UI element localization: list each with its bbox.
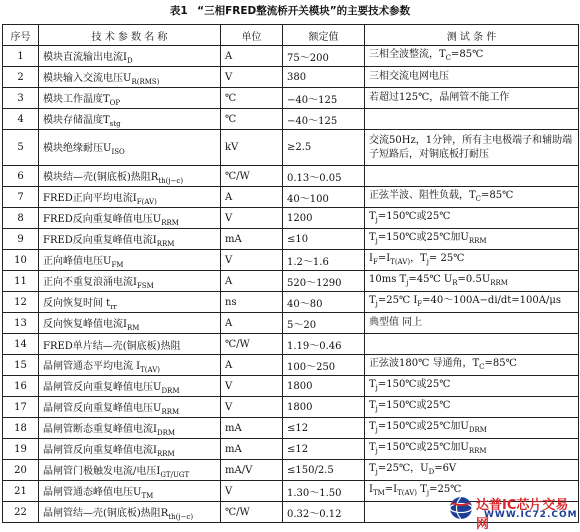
row-test-condition: $T_j=150℃$或25℃加$U_{RRM}$	[365, 439, 579, 460]
row-parameter: FRED反向重复峰值电压$U_{RRM}$	[39, 208, 221, 229]
row-unit: ℃/W	[221, 502, 283, 523]
row-rated-value: 0.32～0.12	[283, 502, 365, 523]
row-unit: ℃	[221, 88, 283, 109]
table-row	[3, 229, 579, 250]
table-row	[3, 67, 579, 88]
row-unit: kV	[221, 130, 283, 166]
row-rated-value: ≤10	[283, 229, 365, 250]
row-test-condition: $T_j=150℃$或25℃加$U_{RRM}$	[365, 229, 579, 250]
row-parameter: 晶闸管反向重复峰值电流$I_{RRM}$	[39, 439, 221, 460]
globe-icon	[448, 495, 474, 521]
row-unit: V	[221, 250, 283, 271]
row-parameter: 晶闸管通态平均电流 $I_{T(AV)}$	[39, 355, 221, 376]
row-unit: mA	[221, 439, 283, 460]
row-test-condition: 交流50Hz，1分钟，所有主电极端子和辅助端子短路后，对铜底板打耐压	[365, 130, 579, 166]
row-rated-value: −40～125	[283, 109, 365, 130]
table-row	[3, 46, 579, 67]
row-parameter: 反向恢复峰值电流$I_{RM}$	[39, 313, 221, 334]
table-row	[3, 313, 579, 334]
row-index: 21	[3, 481, 39, 502]
row-test-condition: $I_F=I_{T(AV)}$，$T_j=$ 25℃	[365, 250, 579, 271]
row-index: 7	[3, 187, 39, 208]
row-rated-value: 75～200	[283, 46, 365, 67]
row-unit: V	[221, 481, 283, 502]
caption-title: “三相FRED整流桥开关模块”的主要技术参数	[197, 5, 411, 17]
row-unit: ℃	[221, 109, 283, 130]
row-parameter: FRED正向平均电流$I_{F(AV)}$	[39, 187, 221, 208]
row-unit: ℃/W	[221, 334, 283, 355]
row-index: 18	[3, 418, 39, 439]
row-unit: V	[221, 67, 283, 88]
row-index: 14	[3, 334, 39, 355]
row-test-condition: $T_j=150℃$或25℃加$U_{DRM}$	[365, 418, 579, 439]
table-row	[3, 292, 579, 313]
row-unit: A	[221, 46, 283, 67]
row-rated-value: 1800	[283, 397, 365, 418]
row-rated-value: 40～80	[283, 292, 365, 313]
row-parameter: 正向不重复浪涌电流$I_{FSM}$	[39, 271, 221, 292]
row-parameter: 晶闸管结—壳(铜底板)热阻$R_{th(j-c)}$	[39, 502, 221, 523]
row-unit: A	[221, 271, 283, 292]
row-rated-value: 5～20	[283, 313, 365, 334]
row-parameter: 模块存储温度$T_{stg}$	[39, 109, 221, 130]
row-unit: V	[221, 208, 283, 229]
row-test-condition: $T_j=150℃$或25℃	[365, 397, 579, 418]
row-index: 15	[3, 355, 39, 376]
row-unit: mA/V	[221, 460, 283, 481]
caption-label: 表1	[169, 5, 188, 17]
row-parameter: 正向峰值电压$U_{FM}$	[39, 250, 221, 271]
table-row	[3, 208, 579, 229]
table-row	[3, 355, 579, 376]
row-parameter: 晶闸管反向重复峰值电压$U_{DRM}$	[39, 376, 221, 397]
header-test-condition: 测 试 条 件	[365, 25, 579, 46]
header-parameter: 技 术 参 数 名 称	[39, 25, 221, 46]
row-index: 20	[3, 460, 39, 481]
row-unit: mA	[221, 418, 283, 439]
row-test-condition: $I_{TM}=I_{T(AV)}$ $T_j=25℃$	[365, 481, 579, 502]
row-parameter: FRED反向重复峰值电流$I_{RRM}$	[39, 229, 221, 250]
row-index: 5	[3, 130, 39, 166]
row-index: 11	[3, 271, 39, 292]
table-row	[3, 439, 579, 460]
spec-table	[2, 24, 579, 523]
table-row	[3, 109, 579, 130]
row-parameter: 晶闸管反向重复峰值电压$U_{RRM}$	[39, 397, 221, 418]
header-rated-value: 额定值	[283, 25, 365, 46]
row-unit: ns	[221, 292, 283, 313]
row-index: 16	[3, 376, 39, 397]
row-rated-value: 1200	[283, 208, 365, 229]
table-row	[3, 88, 579, 109]
watermark-logo	[448, 493, 578, 532]
table-row	[3, 130, 579, 166]
row-parameter: 反向恢复时间 $t_{rr}$	[39, 292, 221, 313]
row-test-condition: $T_j=25℃$，$U_D=6V$	[365, 460, 579, 481]
row-test-condition: 三相交流电网电压	[365, 67, 579, 88]
row-rated-value: ≤12	[283, 418, 365, 439]
row-rated-value: ≤12	[283, 439, 365, 460]
row-test-condition	[365, 109, 579, 130]
row-test-condition: 若超过125℃，晶闸管不能工作	[365, 88, 579, 109]
row-parameter: FRED单片结—壳(铜底板)热阻	[39, 334, 221, 355]
row-rated-value: 1.30～1.50	[283, 481, 365, 502]
row-parameter: 晶闸管门极触发电流/电压$I_{GT/UGT}$	[39, 460, 221, 481]
table-row	[3, 250, 579, 271]
row-index: 1	[3, 46, 39, 67]
watermark-url: WWW.IC72.COM	[484, 510, 578, 520]
row-parameter: 模块输入交流电压$U_{R(RMS)}$	[39, 67, 221, 88]
watermark-brand: 达普IC芯片交易网	[476, 498, 569, 532]
row-unit: V	[221, 376, 283, 397]
table-caption	[0, 0, 580, 22]
row-parameter: 模块结—壳(铜底板)热阻$R_{th(j-c)}$	[39, 166, 221, 187]
row-parameter: 晶闸管断态重复峰值电流$I_{DRM}$	[39, 418, 221, 439]
row-rated-value: 520～1290	[283, 271, 365, 292]
row-index: 12	[3, 292, 39, 313]
row-index: 4	[3, 109, 39, 130]
row-test-condition: $T_j=150℃$或25℃	[365, 376, 579, 397]
table-row	[3, 187, 579, 208]
row-unit: A	[221, 187, 283, 208]
row-index: 3	[3, 88, 39, 109]
row-rated-value: ≥2.5	[283, 130, 365, 166]
row-index: 10	[3, 250, 39, 271]
row-parameter: 模块工作温度$T_{OP}$	[39, 88, 221, 109]
row-test-condition: $T_j=25℃$ $I_F=40\sim 100A-di/dt=100A/\mu s$	[365, 292, 579, 313]
row-unit: V	[221, 397, 283, 418]
row-test-condition: 典型值 同上	[365, 313, 579, 334]
table-row	[3, 418, 579, 439]
row-index: 9	[3, 229, 39, 250]
row-index: 2	[3, 67, 39, 88]
row-rated-value: 0.13～0.05	[283, 166, 365, 187]
table-row	[3, 166, 579, 187]
row-index: 17	[3, 397, 39, 418]
row-index: 19	[3, 439, 39, 460]
row-test-condition: 10ms $T_j=45℃$ $U_R=0.5U_{RRM}$	[365, 271, 579, 292]
table-row	[3, 271, 579, 292]
row-test-condition: $T_j=150℃$或25℃	[365, 208, 579, 229]
row-test-condition: 正弦波180℃ 导通角，$T_C=85℃$	[365, 355, 579, 376]
row-rated-value: ≤150/2.5	[283, 460, 365, 481]
row-index: 6	[3, 166, 39, 187]
row-rated-value: −40～125	[283, 88, 365, 109]
row-rated-value: 40～100	[283, 187, 365, 208]
row-unit: A	[221, 313, 283, 334]
header-unit: 单位	[221, 25, 283, 46]
row-rated-value: 1800	[283, 376, 365, 397]
row-test-condition	[365, 334, 579, 355]
table-header-row	[3, 25, 579, 46]
row-index: 8	[3, 208, 39, 229]
row-test-condition	[365, 166, 579, 187]
row-unit: mA	[221, 229, 283, 250]
row-rated-value: 1.19～0.46	[283, 334, 365, 355]
row-test-condition: 正弦半波、阻性负载，$T_C=85℃$	[365, 187, 579, 208]
table-row	[3, 460, 579, 481]
row-rated-value: 380	[283, 67, 365, 88]
row-unit: ℃/W	[221, 166, 283, 187]
row-parameter: 模块绝缘耐压$U_{ISO}$	[39, 130, 221, 166]
table-row	[3, 397, 579, 418]
row-index: 13	[3, 313, 39, 334]
row-parameter: 模块直流输出电流$I_D$	[39, 46, 221, 67]
row-rated-value: 100～250	[283, 355, 365, 376]
header-index: 序号	[3, 25, 39, 46]
table-row	[3, 376, 579, 397]
table-row	[3, 334, 579, 355]
row-rated-value: 1.2～1.6	[283, 250, 365, 271]
row-unit: A	[221, 355, 283, 376]
row-index: 22	[3, 502, 39, 523]
row-test-condition: 三相全波整流，$T_C=85℃$	[365, 46, 579, 67]
row-parameter: 晶闸管通态峰值电压$U_{TM}$	[39, 481, 221, 502]
